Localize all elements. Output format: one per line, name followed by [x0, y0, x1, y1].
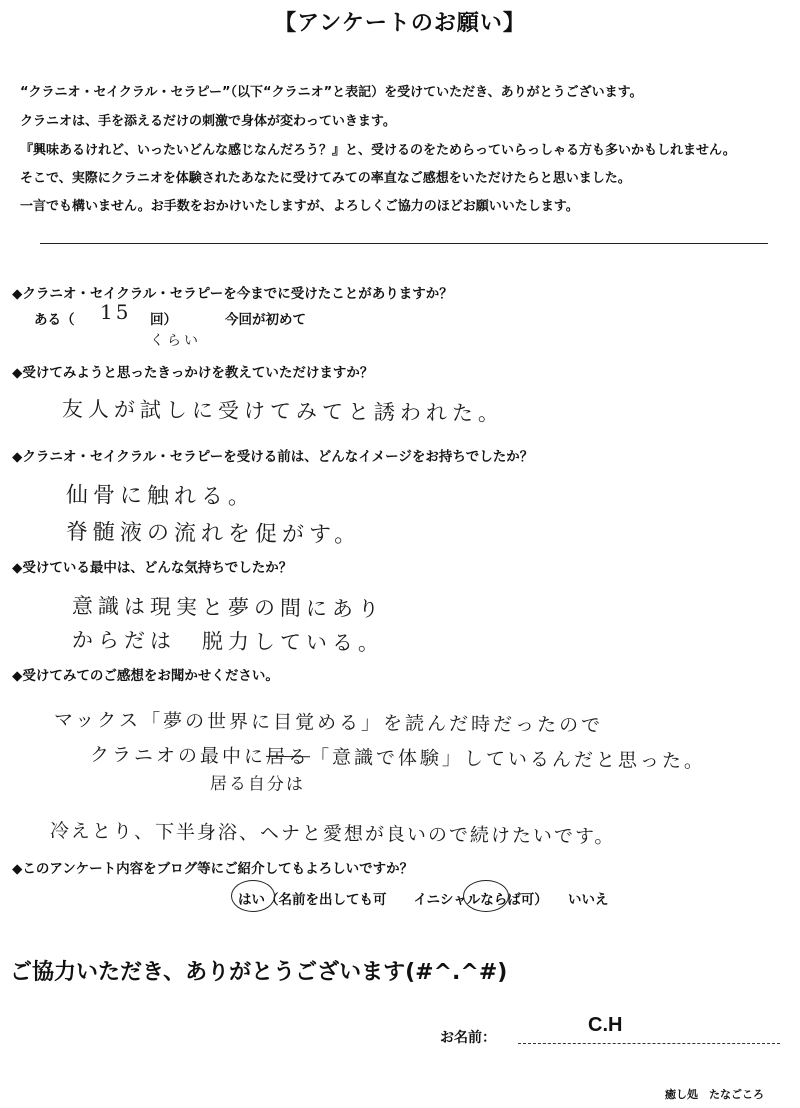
question-5: ◆受けてみてのご感想をお聞かせください。: [12, 668, 279, 684]
intro-line-2: クラニオは、手を添えるだけの刺激で身体が変わっていきます。: [20, 114, 396, 129]
answer-5-line-2: [90, 740, 706, 773]
question-6: ◆このアンケート内容をブログ等にご紹介してもよろしいですか？: [12, 861, 414, 877]
option-kai: 回）: [150, 312, 177, 328]
answer-5-part-b: 「意識で体験」しているんだと思った。: [309, 746, 707, 773]
kurai-handwritten: くらい: [150, 333, 201, 349]
question-4: ◆受けている最中は、どんな気持ちでしたか？: [12, 560, 293, 576]
thanks-message: ご協力いただき、ありがとうございます(#^.^#): [10, 960, 508, 985]
name-underline: [518, 1043, 780, 1044]
answer-5-line-4: 冷えとり、下半身浴、ヘナと愛想が良いので続けたいです。: [49, 820, 616, 848]
option-aru: ある（: [34, 312, 75, 328]
answer-3-line-1: 仙骨に触れる。: [65, 483, 256, 510]
name-label: お名前：: [440, 1030, 496, 1046]
intro-line-1: “クラニオ・セイクラル・セラピー”（以下“クラニオ”と表記）を受けていただき、ありがとうございます。: [20, 85, 643, 100]
answer-5-part-a: クラニオの最中に: [89, 744, 267, 768]
divider: [40, 243, 768, 244]
footer-shop-name: 癒し処 たなごころ: [665, 1088, 764, 1101]
answer-5-line-1: マックス「夢の世界に目覚める」を読んだ時だったので: [53, 709, 604, 737]
intro-line-3: 『興味あるけれど、いったいどんな感じなんだろう？』と、受けるのをためらっていらっしゃる方も多いかもしれません。: [20, 143, 736, 158]
yes-circle-mark: [231, 880, 275, 912]
intro-line-5: 一言でも構いません。お手数をおかけいたしますが、よろしくご協力のほどお願いいたします。: [20, 199, 579, 214]
question-2: ◆受けてみようと思ったきっかけを教えていただけますか？: [12, 365, 374, 381]
answer-3-line-2: 脊髄液の流れを促がす。: [65, 520, 362, 549]
question-3: ◆クラニオ・セイクラル・セラピーを受ける前は、どんなイメージをお持ちでしたか？: [12, 449, 534, 465]
answer-5-struck: 居る: [265, 745, 311, 769]
answer-5-insert: 居る自分は: [209, 774, 306, 795]
publish-options: はい（名前を出しても可 イニシャルならば可） いいえ: [238, 892, 609, 908]
option-first-time: 今回が初めて: [225, 312, 306, 328]
visit-count-handwritten: 15: [100, 300, 132, 324]
question-1: ◆クラニオ・セイクラル・セラピーを今までに受けたことがありますか？: [12, 286, 453, 302]
initial-circle-mark: [463, 880, 509, 912]
intro-line-4: そこで、実際にクラニオを体験されたあなたに受けてみての率直なご感想をいただけたらと思いました。: [20, 171, 631, 186]
name-value: C.H: [588, 1014, 623, 1036]
answer-2: 友人が試しに受けてみてと誘われた。: [61, 397, 505, 426]
answer-4-line-1: 意識は現実と夢の間にあり: [71, 594, 385, 622]
answer-4-line-2: からだは 脱力している。: [71, 628, 385, 656]
page-title: 【アンケートのお願い】: [274, 11, 526, 36]
